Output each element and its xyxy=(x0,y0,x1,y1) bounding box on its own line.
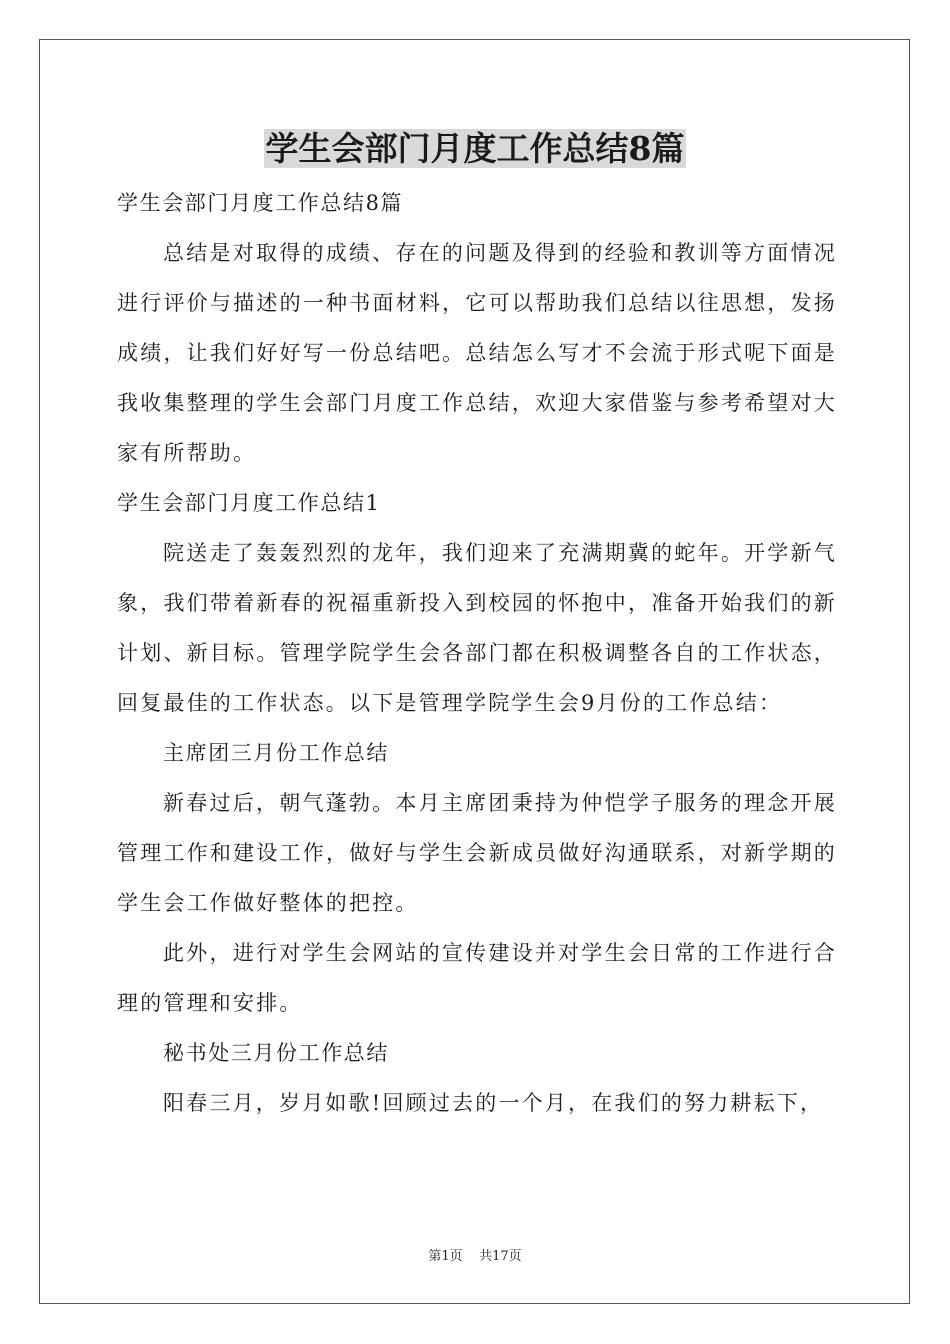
document-title-text: 学生会部门月度工作总结8篇 xyxy=(265,129,685,168)
document-title xyxy=(0,127,950,171)
subsection-heading-chairman: 主席团三月份工作总结 xyxy=(163,741,389,765)
page-total: 共17页 xyxy=(479,1249,522,1264)
document-body xyxy=(117,178,837,1128)
intro-paragraph: 总结是对取得的成绩、存在的问题及得到的经验和教训等方面情况进行评价与描述的一种书面材料，它可以帮助我们总结以往思想，发扬成绩，让我们好好写一份总结吧。总结怎么写才不会流于形式呢下面是我收集整理的学生会部门月度工作总结，欢迎大家借鉴与参考希望对大家有所帮助。 xyxy=(117,241,837,465)
chairman-paragraph-1: 新春过后，朝气蓬勃。本月主席团秉持为仲恺学子服务的理念开展管理工作和建设工作，做好与学生会新成员做好沟通联系，对新学期的学生会工作做好整体的把控。 xyxy=(117,791,837,915)
section-1-paragraph: 院送走了轰轰烈烈的龙年，我们迎来了充满期冀的蛇年。开学新气象，我们带着新春的祝福重新投入到校园的怀抱中，准备开始我们的新计划、新目标。管理学院学生会各部门都在积极调整各自的工作状态，回复最佳的工作状态。以下是管理学院学生会9月份的工作总结： xyxy=(117,541,837,715)
page-footer xyxy=(0,1248,950,1266)
subsection-heading-secretariat: 秘书处三月份工作总结 xyxy=(163,1041,389,1065)
secretariat-paragraph-1: 阳春三月，岁月如歌!回顾过去的一个月，在我们的努力耕耘下， xyxy=(163,1091,824,1115)
chairman-paragraph-2: 此外，进行对学生会网站的宣传建设并对学生会日常的工作进行合理的管理和安排。 xyxy=(117,941,837,1015)
document-subtitle: 学生会部门月度工作总结8篇 xyxy=(117,191,404,215)
section-heading-1: 学生会部门月度工作总结1 xyxy=(117,491,381,515)
page-number: 第1页 xyxy=(428,1249,463,1264)
